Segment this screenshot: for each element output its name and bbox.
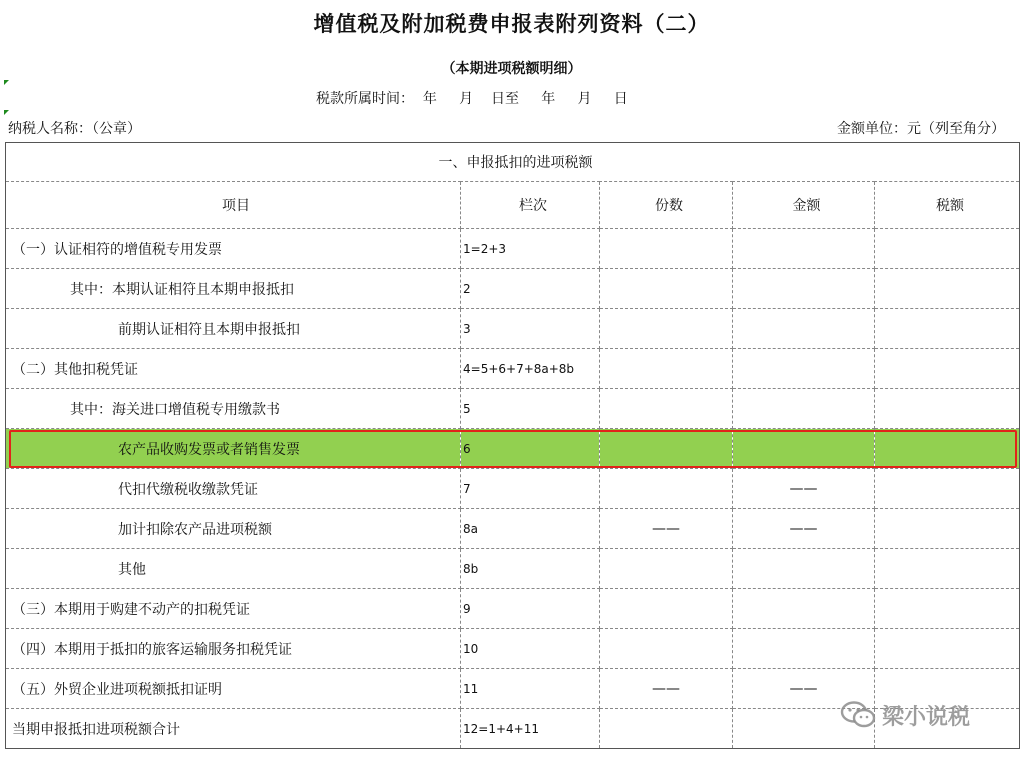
table-row [6,349,1020,389]
column-header-row [6,182,1020,229]
row-tax-cell[interactable] [875,429,1020,469]
row-amount-cell[interactable] [733,229,875,269]
row-count-cell[interactable] [600,589,733,629]
row-count-cell[interactable] [600,269,733,309]
cell-comment-marker [4,80,9,85]
form-subtitle: （本期进项税额明细） [441,61,582,77]
row-item-label: 代扣代缴税收缴款凭证 [6,469,461,509]
table-row [6,389,1020,429]
row-line-no: 11 [461,669,600,709]
table-row [6,469,1020,509]
row-count-cell[interactable]: —— [600,669,733,709]
row-amount-cell[interactable] [733,549,875,589]
row-tax-cell[interactable] [875,629,1020,669]
section-title: 一、申报抵扣的进项税额 [6,143,1020,182]
row-line-no: 5 [461,389,600,429]
header-item: 项目 [6,182,461,229]
row-tax-cell[interactable] [875,269,1020,309]
row-amount-cell[interactable] [733,589,875,629]
row-amount-cell[interactable] [733,349,875,389]
row-line-no: 9 [461,589,600,629]
row-item-label: （四）本期用于抵扣的旅客运输服务扣税凭证 [6,629,461,669]
table-row [6,589,1020,629]
row-count-cell[interactable] [600,429,733,469]
row-item-label: 其他 [6,549,461,589]
row-tax-cell[interactable] [875,469,1020,509]
row-line-no: 6 [461,429,600,469]
form-title: 增值税及附加税费申报表附列资料（二） [313,12,710,36]
row-count-cell[interactable] [600,389,733,429]
row-count-cell[interactable] [600,709,733,749]
row-item-label: 其中：海关进口增值税专用缴款书 [6,389,461,429]
row-tax-cell[interactable] [875,349,1020,389]
row-count-cell[interactable]: —— [600,509,733,549]
row-amount-cell[interactable] [733,269,875,309]
wechat-icon [840,700,876,730]
row-line-no: 7 [461,469,600,509]
row-line-no: 8b [461,549,600,589]
table-row [6,309,1020,349]
row-line-no: 8a [461,509,600,549]
row-amount-cell[interactable] [733,389,875,429]
amount-unit-label: 金额单位：元（列至角分） [837,121,1005,137]
row-amount-cell[interactable] [733,429,875,469]
row-count-cell[interactable] [600,229,733,269]
row-amount-cell[interactable]: —— [733,669,875,709]
row-count-cell[interactable] [600,309,733,349]
row-line-no: 10 [461,629,600,669]
tax-period-line: 税款所属时间： 年 月 日至 年 月 日 [316,91,628,107]
row-tax-cell[interactable] [875,549,1020,589]
header-amount: 金额 [733,182,875,229]
row-item-label: 加计扣除农产品进项税额 [6,509,461,549]
watermark [840,698,1000,732]
watermark-text: 梁小说税 [882,704,971,730]
row-line-no: 2 [461,269,600,309]
row-item-label: 农产品收购发票或者销售发票 [6,429,461,469]
table-row [6,509,1020,549]
table-row [6,229,1020,269]
row-item-label: （五）外贸企业进项税额抵扣证明 [6,669,461,709]
cell-comment-marker [4,110,9,115]
row-item-label: （三）本期用于购建不动产的扣税凭证 [6,589,461,629]
row-item-label: （二）其他扣税凭证 [6,349,461,389]
row-line-no: 1=2+3 [461,229,600,269]
table-row [6,629,1020,669]
row-line-no: 3 [461,309,600,349]
row-tax-cell[interactable] [875,229,1020,269]
row-item-label: 当期申报抵扣进项税额合计 [6,709,461,749]
row-item-label: 其中：本期认证相符且本期申报抵扣 [6,269,461,309]
row-amount-cell[interactable]: —— [733,509,875,549]
table-row [6,549,1020,589]
row-count-cell[interactable] [600,549,733,589]
input-tax-table [5,142,1020,749]
taxpayer-name-label: 纳税人名称：（公章） [8,121,141,137]
header-line-no: 栏次 [461,182,600,229]
row-amount-cell[interactable] [733,629,875,669]
row-amount-cell[interactable]: —— [733,469,875,509]
row-amount-cell[interactable] [733,309,875,349]
header-count: 份数 [600,182,733,229]
row-count-cell[interactable] [600,629,733,669]
row-count-cell[interactable] [600,469,733,509]
row-line-no: 12=1+4+11 [461,709,600,749]
table-row [6,269,1020,309]
row-tax-cell[interactable] [875,389,1020,429]
row-tax-cell[interactable] [875,589,1020,629]
row-line-no: 4=5+6+7+8a+8b [461,349,600,389]
section-header-row [6,143,1020,182]
row-count-cell[interactable] [600,349,733,389]
row-item-label: （一）认证相符的增值税专用发票 [6,229,461,269]
row-tax-cell[interactable] [875,309,1020,349]
table-row [6,429,1020,469]
row-tax-cell[interactable] [875,509,1020,549]
header-tax: 税额 [875,182,1020,229]
row-item-label: 前期认证相符且本期申报抵扣 [6,309,461,349]
